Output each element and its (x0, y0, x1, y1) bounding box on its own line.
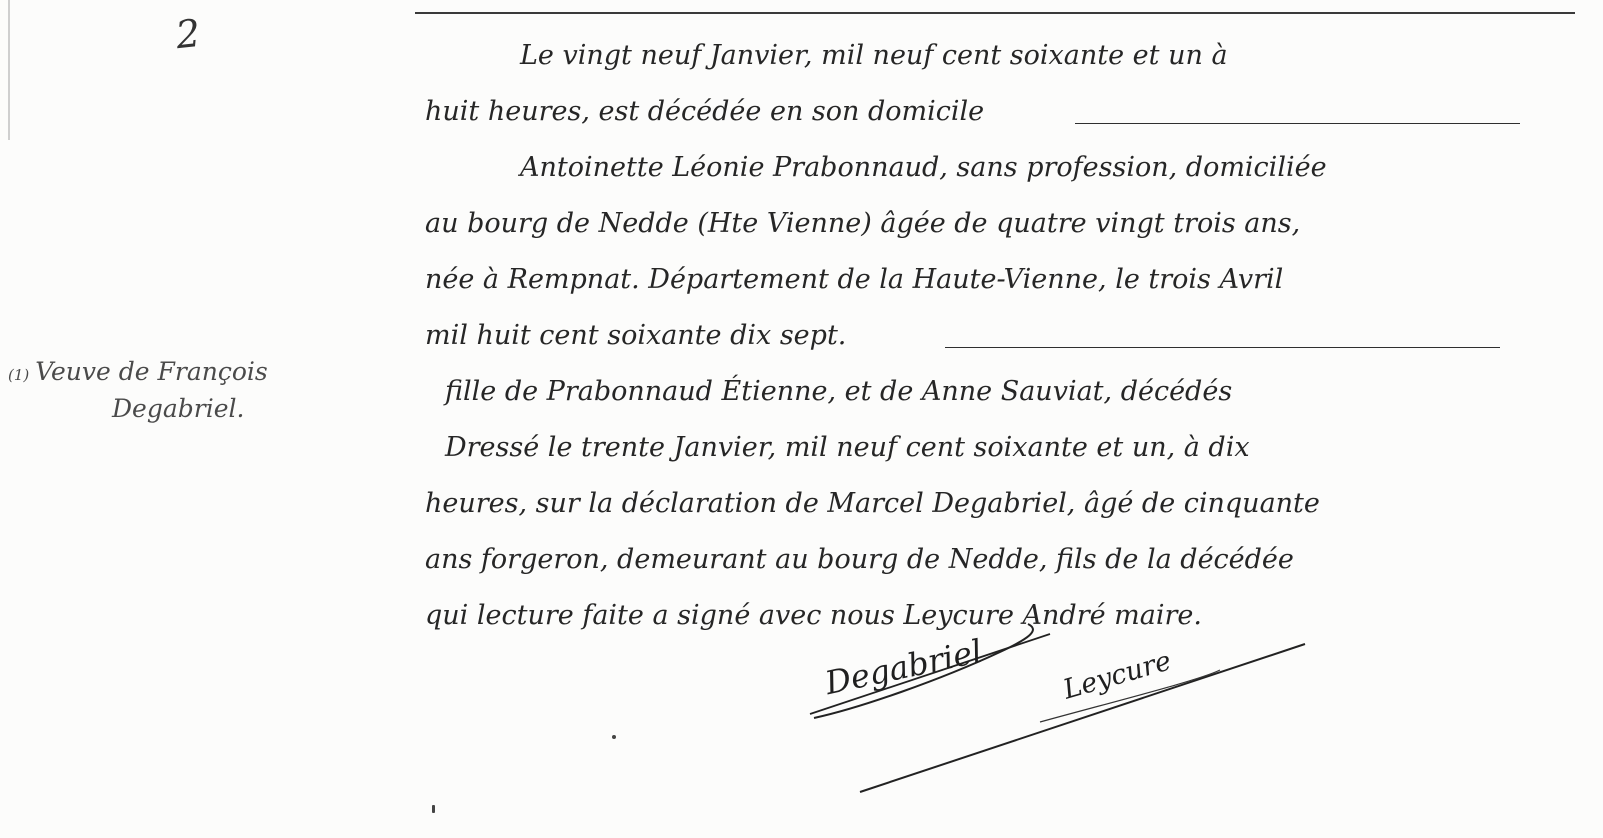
fill-line (945, 347, 1500, 349)
margin-note-reference: (1) (8, 366, 30, 384)
fill-line (1075, 123, 1520, 125)
margin-note (8, 355, 308, 426)
act-line-text: Dressé le trente Janvier, mil neuf cent soixante et un, à dix (445, 432, 1250, 463)
act-line-text: ans forgeron, demeurant au bourg de Nedde, fils de la décédée (425, 544, 1294, 575)
act-line-text: qui lecture faite a signé avec nous Leycure André maire. (425, 600, 1202, 631)
act-line (425, 476, 1540, 532)
declarant-signature: Degabriel (821, 631, 986, 703)
act-line (425, 28, 1540, 84)
act-line-text: au bourg de Nedde (Hte Vienne) âgée de quatre vingt trois ans, (425, 208, 1301, 239)
act-line-text: Antoinette Léonie Prabonnaud, sans profession, domiciliée (520, 152, 1327, 183)
act-line (425, 420, 1540, 476)
margin-note-line-2: Degabriel. (112, 394, 245, 423)
act-line-text: huit heures, est décédée en son domicile (425, 96, 985, 127)
act-line (425, 532, 1540, 588)
ink-speck (432, 805, 435, 813)
ink-speck (612, 735, 616, 739)
act-line (425, 196, 1540, 252)
top-rule-line (415, 12, 1575, 14)
act-line-text: fille de Prabonnaud Étienne, et de Anne Sauviat, décédés (445, 376, 1233, 407)
act-line-text: née à Rempnat. Département de la Haute-Vienne, le trois Avril (425, 264, 1284, 295)
act-line (425, 252, 1540, 308)
act-line-text: Le vingt neuf Janvier, mil neuf cent soixante et un à (520, 40, 1228, 71)
mayor-signature: Leycure (1059, 645, 1175, 706)
death-certificate-text (425, 28, 1540, 644)
act-line (425, 308, 1540, 364)
page-left-edge (8, 0, 10, 140)
act-line (425, 84, 1540, 140)
margin-note-line-1: Veuve de François (35, 357, 268, 386)
act-line (425, 364, 1540, 420)
act-line-text: heures, sur la déclaration de Marcel Degabriel, âgé de cinquante (425, 488, 1320, 519)
act-line-text: mil huit cent soixante dix sept. (425, 320, 847, 351)
act-number: 2 (173, 10, 203, 58)
act-line (425, 140, 1540, 196)
